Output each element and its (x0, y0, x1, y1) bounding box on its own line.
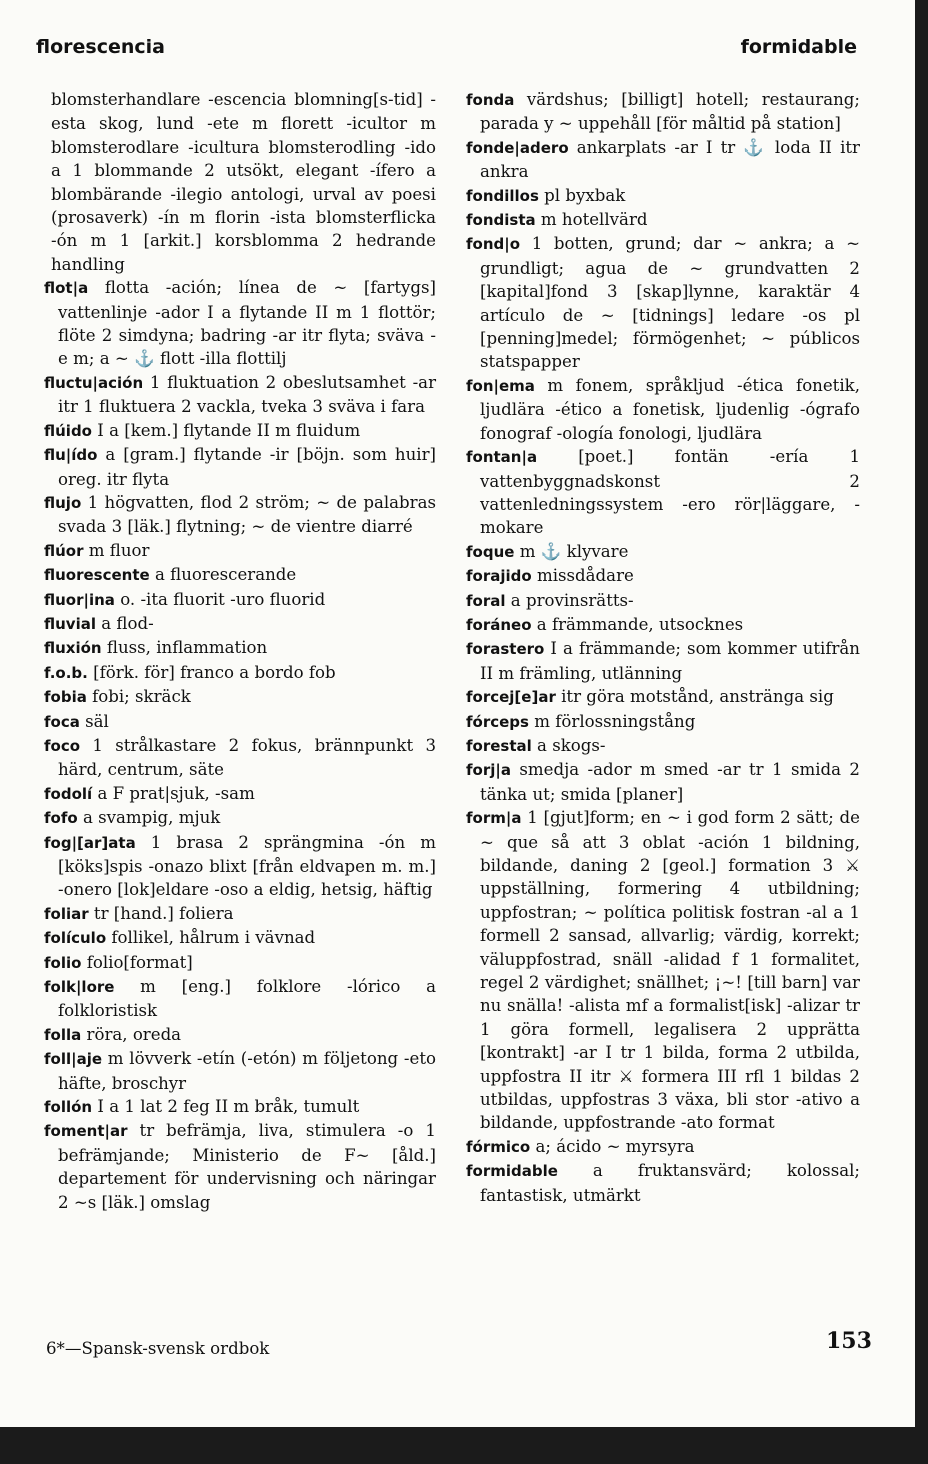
definition: a främmande, utsocknes (531, 614, 744, 634)
definition: a skogs- (531, 735, 606, 755)
definition: a fluorescerande (149, 565, 297, 585)
dictionary-entry (466, 232, 860, 373)
headword: foment|ar (44, 1122, 128, 1141)
headword: fórceps (466, 712, 529, 731)
headword: fond|o (466, 235, 521, 254)
definition: [förk. för] franco a bordo fob (87, 662, 336, 682)
dictionary-entry (44, 491, 436, 539)
dictionary-entry (44, 782, 436, 806)
definition: follikel, hålrum i vävnad (106, 928, 316, 948)
scan-border (0, 1427, 928, 1464)
definition: 1 strålkastare 2 fokus, brännpunkt 3 härd, centrum, säte (58, 735, 436, 780)
definition: smedja -ador m smed -ar tr 1 smida 2 tänka ut; smida [planer] (480, 760, 860, 804)
dictionary-entry (466, 540, 860, 564)
headword: fórmico (466, 1137, 531, 1156)
dictionary-entry (466, 734, 860, 758)
dictionary-entry (44, 1095, 436, 1119)
left-column (44, 88, 436, 1214)
definition: a fruktansvärd; kolossal; fantastisk, utmärkt (480, 1161, 860, 1205)
dictionary-entry (466, 88, 860, 136)
definition: 1 brasa 2 sprängmina -ón m [köks]spis -onazo blixt [från eldvapen m. m.] -onero [lok]eldare -oso a eldig, hetsig, häftig (58, 832, 436, 900)
dictionary-entry (44, 831, 436, 902)
dictionary-entry (44, 661, 436, 685)
dictionary-entry (44, 1119, 436, 1214)
dictionary-entry (44, 419, 436, 443)
definition: [poet.] fontän -ería 1 vattenbyggnadskonst 2 vattenledningssystem -ero rör|läggare, -mokare (480, 447, 860, 538)
dictionary-entry (466, 710, 860, 734)
definition: m fluor (83, 540, 150, 560)
definition: ankarplats -ar I tr ⚓ loda II itr ankra (480, 137, 860, 182)
headword: foral (466, 591, 506, 610)
dictionary-entry (466, 374, 860, 445)
definition: flotta -ación; línea de ~ [fartygs] vattenlinje -ador I a flytande II m 1 flottör; flöte 2 simdyna; badring -ar itr flyta; sväva -e m; a ~ ⚓ flott -illa flottilj (58, 278, 436, 369)
headword: f.o.b. (44, 663, 88, 682)
definition: I a [kem.] flytande II m fluidum (91, 420, 361, 440)
definition: m lövverk -etín (-etón) m följetong -eto häfte, broschyr (58, 1049, 436, 1093)
dictionary-entry (44, 563, 436, 587)
headword: fluctu|ación (44, 373, 144, 392)
dictionary-entry (44, 975, 436, 1023)
headword: fluxión (44, 639, 102, 658)
dictionary-entry (44, 926, 436, 950)
dictionary-entry (44, 806, 436, 830)
footer-book-title: 6*—Spansk-svensk ordbok (46, 1339, 270, 1358)
headword: flu|ído (44, 446, 98, 465)
dictionary-entry (466, 758, 860, 806)
dictionary-entry (44, 710, 436, 734)
definition: a flod- (95, 613, 154, 633)
dictionary-entry (44, 443, 436, 491)
definition: 1 högvatten, flod 2 ström; ~ de palabras svada 3 [läk.] flytning; ~ de vientre diarré (58, 492, 436, 537)
headword: fonda (466, 91, 515, 109)
headword: foca (44, 712, 80, 731)
headword: fondillos (466, 186, 539, 205)
headword: folículo (44, 929, 107, 948)
dictionary-entry (466, 637, 860, 685)
definition: o. -ita fluorit -uro fluorid (114, 589, 326, 609)
definition: a provinsrätts- (505, 590, 634, 610)
dictionary-entry (466, 613, 860, 637)
headword: forajido (466, 567, 532, 586)
header-last-word: formidable (740, 36, 857, 58)
dictionary-entry (466, 184, 860, 208)
dictionary-entry (466, 136, 860, 184)
dictionary-entry (466, 564, 860, 588)
dictionary-entry (44, 734, 436, 782)
headword: foco (44, 736, 81, 755)
headword: forj|a (466, 761, 511, 780)
headword: foráneo (466, 615, 532, 634)
headword: forcej[e]ar (466, 688, 556, 707)
dictionary-entry (44, 1047, 436, 1095)
definition: m fonem, språkljud -ética fonetik, ljudlära -ético a fonetisk, ljudenlig -ógrafo fonograf -ología fonologi, ljudlära (480, 375, 860, 443)
headword: formidable (466, 1162, 558, 1181)
definition: värdshus; [billigt] hotell; restaurang; parada y ~ uppehåll [för måltid på station] (480, 90, 860, 134)
definition: folio[format] (81, 952, 193, 972)
headword: fofo (44, 809, 78, 828)
definition: itr göra motstånd, anstränga sig (555, 687, 834, 707)
definition: a; ácido ~ myrsyra (530, 1136, 695, 1156)
headword: foque (466, 542, 515, 561)
dictionary-entry (44, 1023, 436, 1047)
dictionary-entry (44, 951, 436, 975)
definition: pl byxbak (538, 185, 626, 205)
headword: forestal (466, 736, 532, 755)
dictionary-entry (44, 588, 436, 612)
dictionary-entry (44, 371, 436, 419)
dictionary-entry (44, 636, 436, 660)
definition: fobi; skräck (86, 687, 191, 707)
headword: flujo (44, 493, 82, 512)
definition: m förlossningstång (528, 711, 696, 731)
definition: missdådare (531, 566, 634, 586)
definition: I a 1 lat 2 feg II m bråk, tumult (92, 1097, 360, 1117)
definition: röra, oreda (81, 1024, 182, 1044)
headword: foll|aje (44, 1050, 103, 1069)
definition: I a främmande; som kommer utifrån II m främling, utlänning (480, 639, 860, 683)
definition: m hotellvärd (535, 210, 648, 230)
headword: folio (44, 953, 82, 972)
dictionary-entry (466, 1135, 860, 1159)
headword: flúido (44, 421, 92, 440)
definition: säl (79, 711, 109, 731)
dictionary-entry (44, 88, 436, 276)
dictionary-entry (466, 589, 860, 613)
definition: blomsterhandlare -escencia blomning[s-tid] -esta skog, lund -ete m florett -icultor m blomsterodlare -icultura blomsterodling -ido a 1 blommande 2 utsökt, elegant -ífero a blombärande -ilegio antologi, urval av poesi (prosaverk) -ín m florin -ista blomsterflicka -ón m 1 [arkit.] korsblomma 2 hedrande handling (51, 90, 436, 274)
headword: fobia (44, 688, 87, 707)
headword: fluorescente (44, 566, 150, 585)
right-column (466, 88, 860, 1207)
headword: follón (44, 1098, 93, 1117)
definition: 1 [gjut]form; en ~ i god form 2 sätt; de ~ que så att 3 oblat -ación 1 bildning, bildande, daning 2 [geol.] formation 3 ⚔ uppställning, formering 4 utbildning; uppfostran; ~ política politisk fostran -al a 1 formell 2 sansad, allvarlig; värdig, korrekt; väluppfostrad, snäll -alidad f 1 formalitet, regel 2 värdighet; snällhet; ¡~! [till barn] var nu snälla! -alista mf a formalist[isk] -alizar tr 1 göra formell, legalisera 2 upprätta [kontrakt] -ar I tr 1 bilda, forma 2 utbilda, uppfostra II itr ⚔ formera III rfl 1 bildas 2 utbildas, uppfostras 3 växa, bli stor -ativo a bildande, uppfostrande -ato format (480, 808, 860, 1133)
definition: 1 fluktuation 2 obeslutsamhet -ar itr 1 fluktuera 2 vackla, tveka 3 sväva i fara (58, 372, 436, 417)
definition: tr befrämja, liva, stimulera -o 1 befrämjande; Ministerio de F~ [åld.] departement för undervisning och näringar 2 ~s [läk.] omslag (58, 1121, 436, 1212)
dictionary-entry (466, 445, 860, 540)
headword: foliar (44, 904, 89, 923)
headword: form|a (466, 809, 522, 828)
headword: fluor|ina (44, 590, 115, 609)
headword: fog|[ar]ata (44, 833, 136, 852)
dictionary-entry (466, 806, 860, 1135)
definition: 1 botten, grund; dar ~ ankra; a ~ grundligt; agua de ~ grundvatten 2 [kapital]fond 3 [skap]lynne, karaktär 4 artículo de ~ [tidnings] ledare -os pl [penning]medel; förmögenhet; ~ públicos statspapper (480, 234, 860, 372)
dictionary-entry (466, 208, 860, 232)
header-first-word: florescencia (36, 36, 165, 58)
headword: fodolí (44, 784, 93, 803)
dictionary-entry (466, 685, 860, 709)
dictionary-entry (466, 1159, 860, 1207)
page-number: 153 (826, 1328, 872, 1354)
dictionary-entry (44, 685, 436, 709)
headword: flúor (44, 541, 84, 560)
headword: fon|ema (466, 376, 535, 395)
definition: m [eng.] folklore -lórico a folkloristisk (58, 977, 436, 1021)
dictionary-entry (44, 539, 436, 563)
definition: m ⚓ klyvare (514, 541, 629, 561)
definition: fluss, inflammation (101, 638, 268, 658)
dictionary-entry (44, 902, 436, 926)
headword: fonde|adero (466, 138, 569, 157)
dictionary-entry (44, 612, 436, 636)
definition: a [gram.] flytande -ir [böjn. som huir] oreg. itr flyta (58, 445, 436, 489)
headword: fondista (466, 211, 536, 230)
definition: tr [hand.] foliera (88, 903, 234, 923)
headword: fontan|a (466, 448, 538, 467)
headword: folk|lore (44, 978, 115, 997)
dictionary-entry (44, 276, 436, 371)
headword: forastero (466, 640, 545, 659)
headword: folla (44, 1025, 82, 1044)
definition: a F prat|sjuk, -sam (92, 783, 255, 803)
headword: flot|a (44, 279, 89, 298)
definition: a svampig, mjuk (77, 808, 221, 828)
headword: fluvial (44, 614, 96, 633)
